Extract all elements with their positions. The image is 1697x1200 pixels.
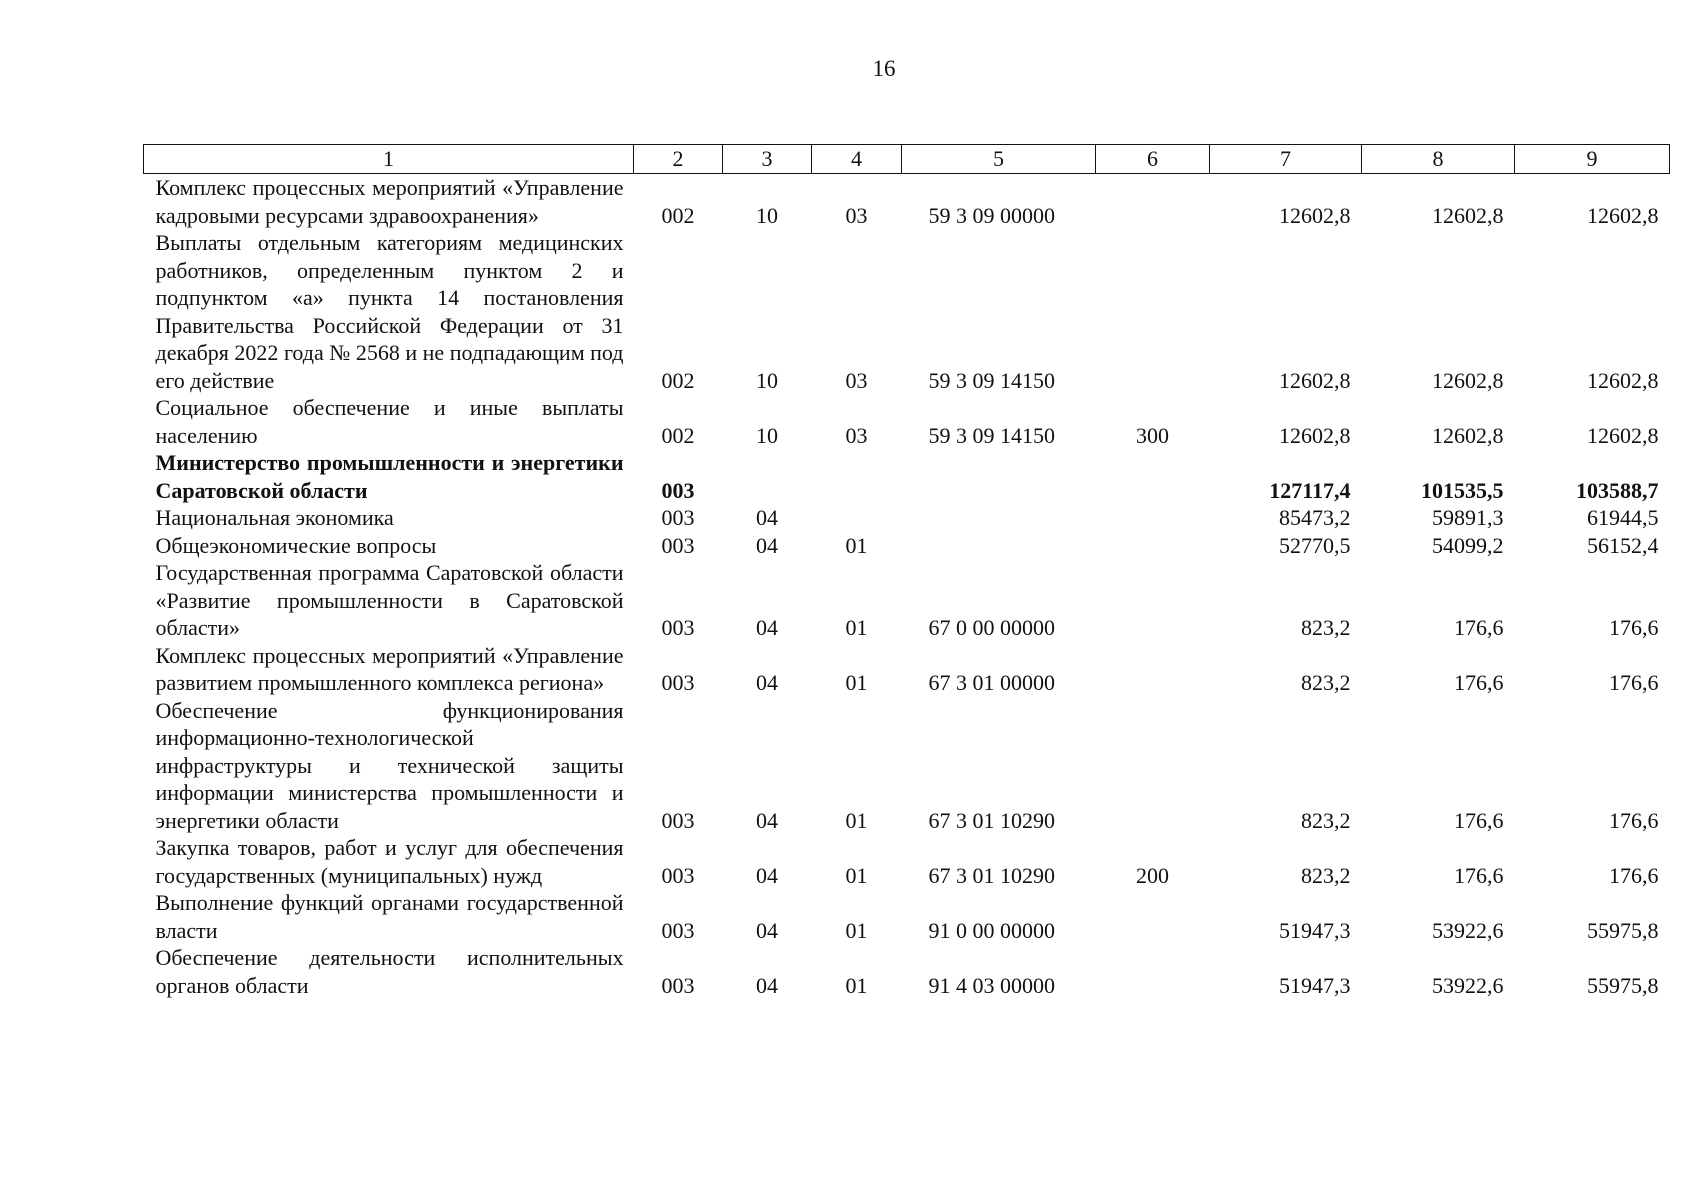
row-target-article-code: 91 0 00 00000 <box>928 917 1055 943</box>
column-header-4: 4 <box>812 145 902 174</box>
row-amount-col8: 59891,3 <box>1432 505 1504 530</box>
row-expense-type-code <box>1096 174 1210 230</box>
row-subsection-code <box>812 504 902 532</box>
row-amount-col7: 823,2 <box>1301 670 1351 695</box>
budget-table <box>143 144 1670 999</box>
column-header-7: 7 <box>1210 145 1362 174</box>
table-row <box>144 889 1670 944</box>
row-name: Комплекс процессных мероприятий «Управление кадровыми ресурсами здравоохранения» <box>155 175 624 228</box>
row-target-article-code: 59 3 09 00000 <box>928 202 1055 228</box>
row-name: Национальная экономика <box>155 505 394 530</box>
row-subsection-code: 03 <box>845 422 868 448</box>
row-amount-col8: 53922,6 <box>1432 972 1504 998</box>
row-subsection-code: 01 <box>845 615 868 640</box>
row-section-code: 10 <box>756 422 778 448</box>
row-expense-type-code: 200 <box>1136 862 1169 888</box>
row-target-article-code: 67 0 00 00000 <box>928 615 1055 640</box>
row-name: Выплаты отдельным категориям медицинских работников, определенным пунктом 2 и подпунктом «а» пункта 14 постановления Правительства Российской Федерации от 31 декабря 2022 года № 2568 и не подпадающим под его действие <box>155 230 624 393</box>
table-row <box>144 834 1670 889</box>
row-section-code: 10 <box>756 367 778 393</box>
column-header-5: 5 <box>902 145 1096 174</box>
row-target-article-code <box>902 532 1096 560</box>
row-subsection-code: 01 <box>845 807 868 833</box>
column-header-8: 8 <box>1362 145 1515 174</box>
row-amount-col7: 823,2 <box>1301 615 1351 640</box>
row-name: Обеспечение функционирования информационно-технологической инфраструктуры и технической защиты информации министерства промышленности и энергетики области <box>155 697 624 833</box>
row-amount-col9: 12602,8 <box>1587 202 1659 228</box>
row-subsection-code <box>812 449 902 504</box>
row-amount-col7: 823,2 <box>1301 862 1351 888</box>
row-amount-col7: 823,2 <box>1301 807 1351 833</box>
row-name: Государственная программа Саратовской области «Развитие промышленности в Саратовской области» <box>155 560 624 640</box>
row-ministry-code: 003 <box>661 532 695 558</box>
row-amount-col8: 53922,6 <box>1432 917 1504 943</box>
row-target-article-code: 59 3 09 14150 <box>928 422 1055 448</box>
row-subsection-code: 03 <box>845 367 868 393</box>
row-amount-col8: 12602,8 <box>1432 422 1504 448</box>
row-amount-col8: 176,6 <box>1454 862 1504 888</box>
row-ministry-code: 002 <box>661 422 695 448</box>
row-ministry-code: 003 <box>661 505 695 530</box>
row-expense-type-code: 300 <box>1136 422 1169 448</box>
row-section-code: 04 <box>756 807 778 833</box>
table-row <box>144 229 1670 394</box>
row-amount-col8: 12602,8 <box>1432 202 1504 228</box>
row-expense-type-code <box>1096 229 1210 394</box>
row-amount-col8: 101535,5 <box>1421 477 1504 503</box>
row-subsection-code: 01 <box>845 532 868 558</box>
row-section-code <box>723 449 812 504</box>
row-amount-col9: 55975,8 <box>1587 917 1659 943</box>
row-amount-col9: 56152,4 <box>1587 532 1659 558</box>
table-row <box>144 174 1670 230</box>
table-row <box>144 697 1670 835</box>
row-target-article-code <box>902 449 1096 504</box>
row-amount-col7: 127117,4 <box>1269 477 1351 503</box>
row-expense-type-code <box>1096 559 1210 642</box>
row-expense-type-code <box>1096 642 1210 697</box>
row-ministry-code: 003 <box>661 807 695 833</box>
row-amount-col9: 55975,8 <box>1587 972 1659 998</box>
column-header-2: 2 <box>634 145 723 174</box>
row-amount-col7: 12602,8 <box>1279 367 1351 393</box>
table-row <box>144 449 1670 504</box>
row-ministry-code: 003 <box>661 862 695 888</box>
row-ministry-code: 002 <box>661 367 695 393</box>
row-ministry-code: 003 <box>661 670 695 695</box>
row-ministry-code: 002 <box>661 202 695 228</box>
row-expense-type-code <box>1096 449 1210 504</box>
row-target-article-code: 59 3 09 14150 <box>928 367 1055 393</box>
row-subsection-code: 03 <box>845 202 868 228</box>
table-row <box>144 559 1670 642</box>
row-amount-col9: 103588,7 <box>1576 477 1659 503</box>
table-row <box>144 394 1670 449</box>
row-amount-col9: 12602,8 <box>1587 422 1659 448</box>
row-ministry-code: 003 <box>661 917 695 943</box>
row-section-code: 04 <box>756 505 778 530</box>
column-header-9: 9 <box>1515 145 1670 174</box>
column-header-3: 3 <box>723 145 812 174</box>
row-section-code: 04 <box>756 917 778 943</box>
row-amount-col7: 12602,8 <box>1279 422 1351 448</box>
row-section-code: 04 <box>756 972 778 998</box>
row-section-code: 04 <box>756 615 778 640</box>
table-row <box>144 944 1670 999</box>
row-amount-col7: 52770,5 <box>1279 532 1351 558</box>
row-amount-col9: 176,6 <box>1609 670 1659 695</box>
row-target-article-code: 67 3 01 10290 <box>928 807 1055 833</box>
column-header-1: 1 <box>144 145 634 174</box>
row-subsection-code: 01 <box>845 862 868 888</box>
row-target-article-code: 67 3 01 00000 <box>928 670 1055 695</box>
column-number-header-row <box>144 145 1670 174</box>
row-section-code: 04 <box>756 532 778 558</box>
row-amount-col9: 61944,5 <box>1587 505 1659 530</box>
table-row <box>144 532 1670 560</box>
table-row <box>144 504 1670 532</box>
row-amount-col8: 176,6 <box>1454 615 1504 640</box>
table-row <box>144 642 1670 697</box>
row-amount-col7: 85473,2 <box>1279 505 1351 530</box>
row-target-article-code <box>902 504 1096 532</box>
row-target-article-code: 67 3 01 10290 <box>928 862 1055 888</box>
row-expense-type-code <box>1096 944 1210 999</box>
row-amount-col9: 176,6 <box>1609 807 1659 833</box>
row-name: Закупка товаров, работ и услуг для обеспечения государственных (муниципальных) нужд <box>155 835 624 888</box>
row-name: Министерство промышленности и энергетики Саратовской области <box>155 450 624 503</box>
row-amount-col8: 176,6 <box>1454 670 1504 695</box>
row-name: Общеэкономические вопросы <box>155 532 437 558</box>
row-name: Комплекс процессных мероприятий «Управление развитием промышленного комплекса региона» <box>155 642 624 695</box>
row-amount-col7: 51947,3 <box>1279 972 1351 998</box>
page-number: 16 <box>872 56 896 81</box>
row-name: Выполнение функций органами государственной власти <box>155 890 624 943</box>
row-ministry-code: 003 <box>661 477 695 503</box>
row-expense-type-code <box>1096 532 1210 560</box>
row-amount-col9: 176,6 <box>1609 862 1659 888</box>
row-name: Социальное обеспечение и иные выплаты населению <box>155 395 624 448</box>
row-section-code: 04 <box>756 670 778 695</box>
row-amount-col8: 12602,8 <box>1432 367 1504 393</box>
row-subsection-code: 01 <box>845 670 868 695</box>
row-ministry-code: 003 <box>661 615 695 640</box>
row-section-code: 04 <box>756 862 778 888</box>
row-target-article-code: 91 4 03 00000 <box>928 972 1055 998</box>
row-subsection-code: 01 <box>845 972 868 998</box>
row-amount-col8: 176,6 <box>1454 807 1504 833</box>
row-expense-type-code <box>1096 504 1210 532</box>
row-expense-type-code <box>1096 697 1210 835</box>
row-amount-col7: 51947,3 <box>1279 917 1351 943</box>
column-header-6: 6 <box>1096 145 1210 174</box>
row-section-code: 10 <box>756 202 778 228</box>
row-name: Обеспечение деятельности исполнительных органов области <box>155 945 624 998</box>
row-subsection-code: 01 <box>845 917 868 943</box>
row-amount-col7: 12602,8 <box>1279 202 1351 228</box>
row-amount-col9: 12602,8 <box>1587 367 1659 393</box>
row-expense-type-code <box>1096 889 1210 944</box>
row-ministry-code: 003 <box>661 972 695 998</box>
row-amount-col9: 176,6 <box>1609 615 1659 640</box>
table-body <box>144 174 1670 1000</box>
row-amount-col8: 54099,2 <box>1432 532 1504 558</box>
